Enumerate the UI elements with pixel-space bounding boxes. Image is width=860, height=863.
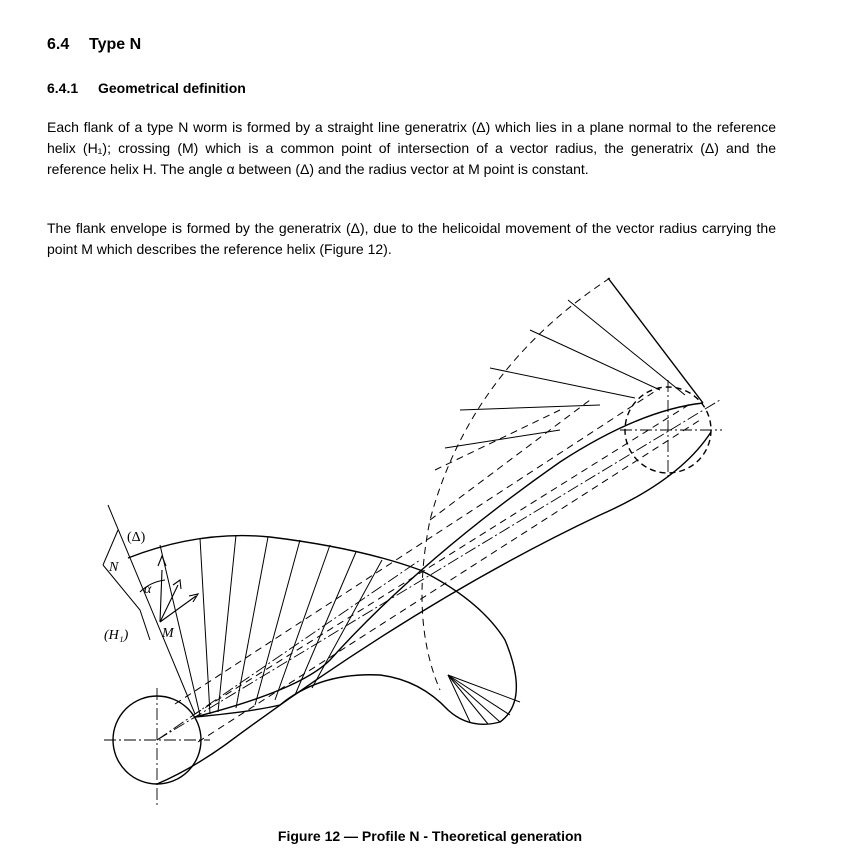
section-title: Type N bbox=[89, 36, 142, 53]
section-heading bbox=[47, 36, 141, 54]
construction-lines bbox=[175, 278, 700, 742]
subsection-number: 6.4.1 bbox=[47, 80, 79, 96]
alpha-label: α bbox=[144, 582, 152, 597]
normal-label: N bbox=[109, 560, 119, 575]
worm-cylinder bbox=[157, 278, 711, 784]
center-lines bbox=[104, 380, 722, 805]
figure-caption: Figure 12 — Profile N - Theoretical generation bbox=[277, 828, 583, 844]
paragraph-definition: Each flank of a type N worm is formed by a straight line generatrix (Δ) which lies in a plane normal to the reference helix (H₁); crossing (M) which is a common point of intersection of a vector radius, the generatrix (Δ) and the reference helix H. The angle α between (Δ) and the radius vector at M point is constant. bbox=[47, 119, 776, 177]
subsection-title: Geometrical definition bbox=[98, 80, 246, 96]
figure-profile-n bbox=[0, 262, 860, 822]
paragraph-envelope: The flank envelope is formed by the generatrix (Δ), due to the helicoidal movement of the vector radius carrying the point M which describes the reference helix (Figure 12). bbox=[47, 220, 776, 257]
section-number: 6.4 bbox=[47, 36, 70, 53]
helix-label: (H₁) bbox=[104, 628, 129, 643]
delta-label: (Δ) bbox=[127, 530, 146, 545]
generatrix-delta bbox=[103, 505, 195, 714]
subsection-heading bbox=[47, 80, 246, 96]
point-m-label: M bbox=[162, 626, 174, 641]
